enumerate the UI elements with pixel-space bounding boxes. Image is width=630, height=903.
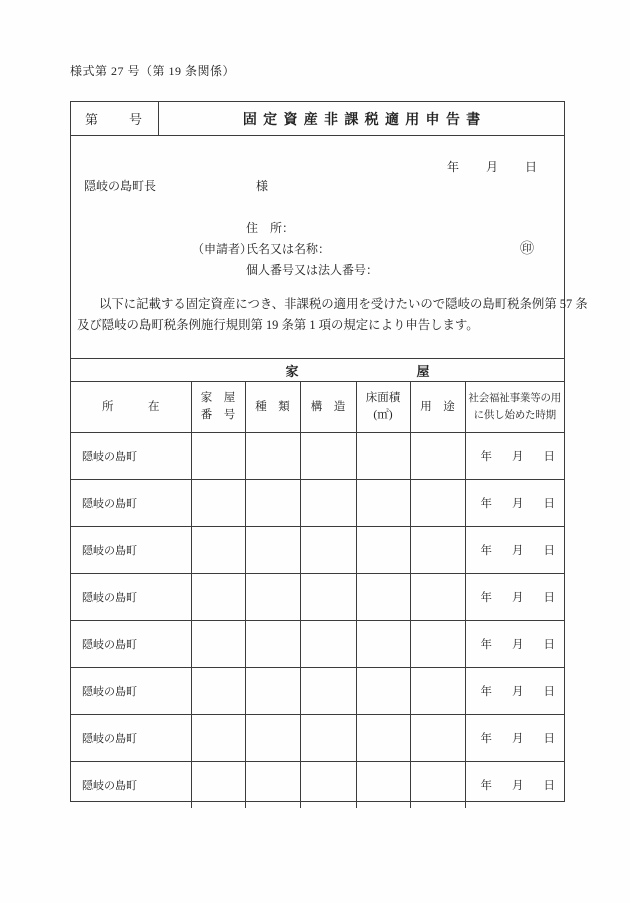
table-row <box>71 621 564 668</box>
date-month-label: 月 <box>485 160 498 174</box>
id-number-label: 個人番号又は法人番号： <box>246 263 379 277</box>
kind-cell <box>245 621 300 668</box>
kind-cell <box>245 480 300 527</box>
row-month-label: 月 <box>512 498 524 510</box>
section-title-left: 家 <box>285 363 299 379</box>
use-cell <box>410 527 465 574</box>
date-day-label: 日 <box>524 160 537 174</box>
floor-area-cell <box>356 762 410 809</box>
table-row <box>71 762 564 809</box>
col-header-building-number-line1: 家 屋 <box>200 392 236 404</box>
row-month-label: 月 <box>512 780 524 792</box>
table-row <box>71 715 564 762</box>
building-number-cell <box>191 668 245 715</box>
col-header-kind: 種 類 <box>245 382 300 433</box>
section-title-building <box>71 361 564 380</box>
use-cell <box>410 480 465 527</box>
row-year-label: 年 <box>480 780 493 792</box>
row-day-label: 日 <box>543 545 556 557</box>
row-day-label: 日 <box>543 686 556 698</box>
structure-cell <box>300 480 356 527</box>
col-header-building-number-line2: 番 号 <box>200 409 236 421</box>
row-year-label: 年 <box>480 639 493 651</box>
applicant-address-row <box>192 218 378 239</box>
structure-cell <box>300 433 356 480</box>
col-header-floor-area <box>356 382 410 433</box>
col-header-welfare-line1: 社会福祉事業等の用 <box>468 393 562 404</box>
floor-area-cell <box>356 433 410 480</box>
structure-cell <box>300 668 356 715</box>
start-date-cell <box>465 715 564 762</box>
table-row <box>71 480 564 527</box>
applicant-group-label: （申請者） <box>192 242 253 256</box>
document-number-cell <box>71 102 159 135</box>
building-number-cell <box>191 621 245 668</box>
form-number-label: 様式第 27 号（第 19 条関係） <box>70 64 236 78</box>
row-month-label: 月 <box>512 592 524 604</box>
form-title: 固定資産非課税適用申告書 <box>242 112 487 128</box>
start-date-cell <box>465 480 564 527</box>
row-month-label: 月 <box>512 545 524 557</box>
kind-cell <box>245 433 300 480</box>
number-suffix: 号 <box>128 112 142 127</box>
declaration-line-2: 及び隠岐の島町税条例施行規則第 19 条第 1 項の規定により申告します。 <box>77 318 479 332</box>
floor-area-cell <box>356 715 410 762</box>
kind-cell <box>245 715 300 762</box>
row-year-label: 年 <box>480 592 493 604</box>
name-label: 氏名又は名称： <box>246 242 331 256</box>
table-row <box>71 527 564 574</box>
addressee-line <box>84 177 564 193</box>
structure-cell <box>300 762 356 809</box>
building-number-cell <box>191 574 245 621</box>
seal-mark-icon: ㊞ <box>520 242 534 257</box>
row-day-label: 日 <box>543 639 556 651</box>
declaration-text <box>71 294 588 336</box>
floor-area-cell <box>356 574 410 621</box>
kind-cell <box>245 574 300 621</box>
building-table <box>71 358 564 808</box>
structure-cell <box>300 715 356 762</box>
row-month-label: 月 <box>512 733 524 745</box>
applicant-block <box>192 218 378 281</box>
addressee-name: 隠岐の島町長 <box>84 179 157 193</box>
kind-cell <box>245 668 300 715</box>
table-row <box>71 433 564 480</box>
start-date-cell <box>465 762 564 809</box>
building-number-cell <box>191 433 245 480</box>
row-month-label: 月 <box>512 686 524 698</box>
applicant-left-spacer <box>192 218 246 239</box>
use-cell <box>410 668 465 715</box>
location-cell: 隠岐の島町 <box>71 527 191 574</box>
row-year-label: 年 <box>480 498 493 510</box>
applicant-id-row <box>192 260 378 281</box>
application-form <box>70 101 588 802</box>
location-cell: 隠岐の島町 <box>71 574 191 621</box>
number-prefix: 第 <box>85 112 99 127</box>
declaration-line-1: 以下に記載する固定資産につき、非課税の適用を受けたいので隠岐の島町税条例第 57 条 <box>99 297 588 311</box>
submission-date-line <box>447 158 537 175</box>
row-year-label: 年 <box>480 733 493 745</box>
building-number-cell <box>191 480 245 527</box>
use-cell <box>410 715 465 762</box>
start-date-cell <box>465 668 564 715</box>
building-number-cell <box>191 715 245 762</box>
start-date-cell <box>465 527 564 574</box>
location-cell: 隠岐の島町 <box>71 621 191 668</box>
location-cell: 隠岐の島町 <box>71 762 191 809</box>
floor-area-cell <box>356 621 410 668</box>
use-cell <box>410 762 465 809</box>
applicant-name-row <box>192 239 378 260</box>
row-day-label: 日 <box>543 780 556 792</box>
row-year-label: 年 <box>480 451 493 463</box>
structure-cell <box>300 574 356 621</box>
row-day-label: 日 <box>543 498 556 510</box>
addressee-honorific: 様 <box>256 179 269 193</box>
col-header-floor-area-line1: 床面積 <box>365 392 401 404</box>
row-month-label: 月 <box>512 639 524 651</box>
row-day-label: 日 <box>543 592 556 604</box>
floor-area-cell <box>356 480 410 527</box>
use-cell <box>410 574 465 621</box>
table-section-header-row <box>71 359 564 382</box>
row-day-label: 日 <box>543 451 556 463</box>
date-year-label: 年 <box>446 160 459 174</box>
use-cell <box>410 621 465 668</box>
col-header-welfare-start-date <box>465 382 564 433</box>
building-number-cell <box>191 527 245 574</box>
floor-area-cell <box>356 527 410 574</box>
row-day-label: 日 <box>543 733 556 745</box>
col-header-welfare-line2: に供し始めた時期 <box>473 410 556 421</box>
col-header-floor-area-line2: (㎡) <box>373 409 393 421</box>
structure-cell <box>300 527 356 574</box>
col-header-building-number <box>191 382 245 433</box>
location-cell: 隠岐の島町 <box>71 668 191 715</box>
row-year-label: 年 <box>480 545 493 557</box>
info-section <box>71 136 588 358</box>
col-header-structure: 構 造 <box>300 382 356 433</box>
location-cell: 隠岐の島町 <box>71 480 191 527</box>
col-header-location: 所 在 <box>71 382 191 433</box>
floor-area-cell <box>356 668 410 715</box>
structure-cell <box>300 621 356 668</box>
use-cell <box>410 433 465 480</box>
row-year-label: 年 <box>480 686 493 698</box>
kind-cell <box>245 762 300 809</box>
table-row <box>71 668 564 715</box>
location-cell: 隠岐の島町 <box>71 715 191 762</box>
start-date-cell <box>465 433 564 480</box>
col-header-use: 用 途 <box>410 382 465 433</box>
start-date-cell <box>465 574 564 621</box>
section-title-right: 屋 <box>416 363 430 379</box>
table-column-header-row <box>71 382 564 433</box>
table-row <box>71 574 564 621</box>
title-row <box>71 102 564 136</box>
location-cell: 隠岐の島町 <box>71 433 191 480</box>
building-number-cell <box>191 762 245 809</box>
address-label: 住 所： <box>246 221 295 235</box>
kind-cell <box>245 527 300 574</box>
applicant-left-spacer <box>192 260 246 281</box>
row-month-label: 月 <box>512 451 524 463</box>
start-date-cell <box>465 621 564 668</box>
